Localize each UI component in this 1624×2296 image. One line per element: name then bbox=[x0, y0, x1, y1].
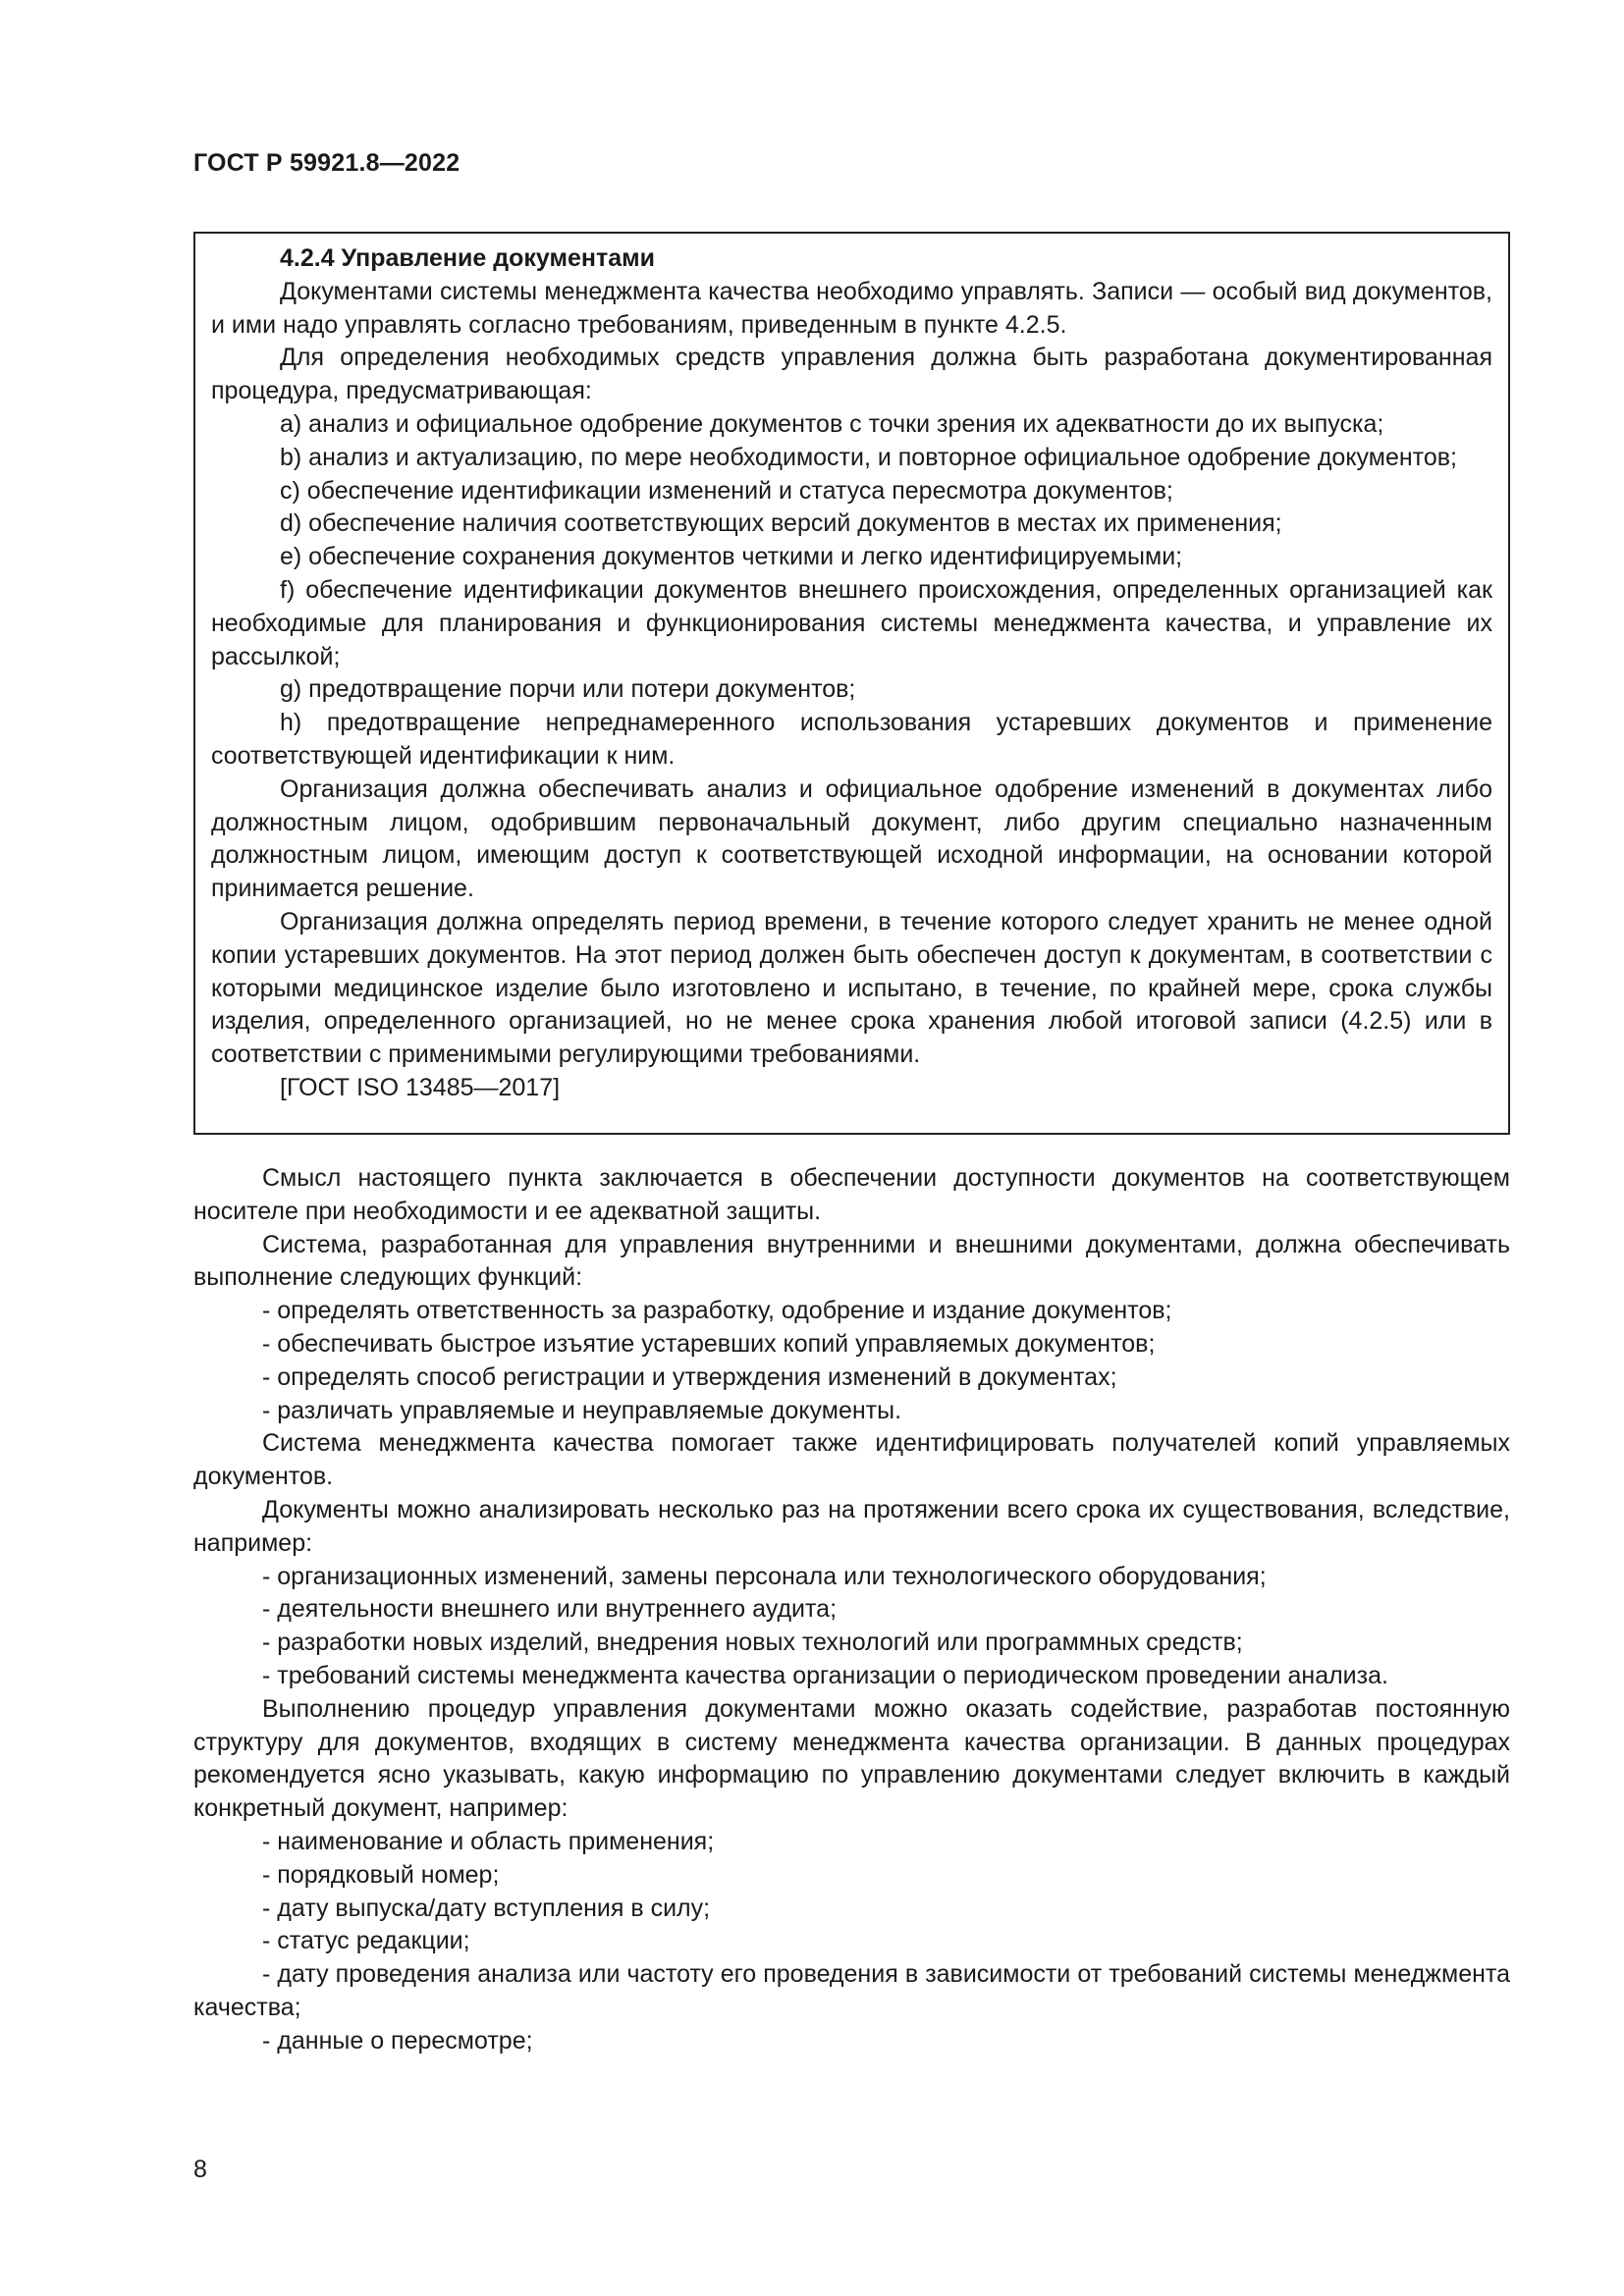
document-code-header: ГОСТ Р 59921.8—2022 bbox=[193, 149, 460, 177]
quote-list-item-d: d) обеспечение наличия соответствующих версий документов в местах их применения; bbox=[280, 509, 1282, 538]
body-paragraph: Смысл настоящего пункта заключается в обеспечении доступности документов на соответствующем носителе при необходимости и ее адекватной защиты. bbox=[193, 1164, 1510, 1225]
quote-list-item-h: h) предотвращение непреднамеренного использования устаревших документов и применение соответствующей идентификации к ним. bbox=[211, 709, 1492, 770]
list-item: - требований системы менеджмента качества организации о периодическом проведении анализа. bbox=[262, 1661, 1388, 1689]
body-paragraph: Документы можно анализировать несколько раз на протяжении всего срока их существования, вследствие, например: bbox=[193, 1495, 1510, 1557]
list-item: - деятельности внешнего или внутреннего аудита; bbox=[262, 1595, 838, 1624]
quote-paragraph: Организация должна определять период времени, в течение которого следует хранить не менее одной копии устаревших документов. На этот период должен быть обеспечен доступ к документам, в соответствии с которыми медицинское изделие было изготовлено и испытано, в течение, по крайней мере, срока службы изделия, определенного организацией, но не менее срока хранения любой итоговой записи (4.2.5) или в соответствии с применимыми регулирующими требованиями. bbox=[211, 907, 1492, 1069]
list-item: - различать управляемые и неуправляемые документы. bbox=[262, 1396, 902, 1424]
list-item: - статус редакции; bbox=[262, 1927, 470, 1955]
list-item: - организационных изменений, замены персонала или технологического оборудования; bbox=[262, 1562, 1267, 1590]
list-item: - дату выпуска/дату вступления в силу; bbox=[262, 1894, 711, 1922]
body-paragraph: Система, разработанная для управления внутренними и внешними документами, должна обеспечивать выполнение следующих функций: bbox=[193, 1230, 1510, 1292]
list-item: - разработки новых изделий, внедрения новых технологий или программных средств; bbox=[262, 1629, 1243, 1657]
main-text bbox=[193, 1162, 1510, 2058]
quote-list-item-b: b) анализ и актуализацию, по мере необходимости, и повторное официальное одобрение документов; bbox=[280, 443, 1457, 471]
quote-list-item-a: a) анализ и официальное одобрение документов с точки зрения их адекватности до их выпуска; bbox=[280, 409, 1384, 438]
section-heading: 4.2.4 Управление документами bbox=[280, 244, 655, 272]
quote-list-item-f: f) обеспечение идентификации документов внешнего происхождения, определенных организацией как необходимые для планирования и функционирования системы менеджмента качества, и управление их рассылкой; bbox=[211, 575, 1492, 670]
list-item: - порядковый номер; bbox=[262, 1860, 500, 1889]
source-reference: [ГОСТ ISO 13485—2017] bbox=[280, 1073, 561, 1101]
quote-paragraph: Организация должна обеспечивать анализ и официальное одобрение изменений в документах либо должностным лицом, одобрившим первоначальный документ, либо другим специально назначенным должностным лицом, имеющим доступ к соответствующей исходной информации, на основании которой принимается решение. bbox=[211, 774, 1492, 903]
list-item: - наименование и область применения; bbox=[262, 1827, 715, 1855]
page-number: 8 bbox=[193, 2156, 207, 2183]
body-paragraph: Выполнению процедур управления документами можно оказать содействие, разработав постоянную структуру для документов, входящих в систему менеджмента качества организации. В данных процедурах рекомендуется ясно указывать, какую информацию по управлению документами следует включить в каждый конкретный документ, например: bbox=[193, 1694, 1510, 1823]
list-item: - обеспечивать быстрое изъятие устаревших копий управляемых документов; bbox=[262, 1329, 1156, 1358]
quote-paragraph: Для определения необходимых средств управления должна быть разработана документированная процедура, предусматривающая: bbox=[211, 344, 1492, 405]
list-item: - определять способ регистрации и утверждения изменений в документах; bbox=[262, 1362, 1117, 1391]
body-paragraph: Система менеджмента качества помогает также идентифицировать получателей копий управляемых документов. bbox=[193, 1429, 1510, 1491]
quoted-standard-box bbox=[193, 232, 1510, 1135]
list-item: - данные о пересмотре; bbox=[262, 2026, 533, 2055]
quote-list-item-c: c) обеспечение идентификации изменений и статуса пересмотра документов; bbox=[280, 476, 1173, 505]
quote-list-item-e: e) обеспечение сохранения документов четкими и легко идентифицируемыми; bbox=[280, 543, 1183, 571]
quote-paragraph: Документами системы менеджмента качества необходимо управлять. Записи — особый вид документов, и ими надо управлять согласно требованиям, приведенным в пункте 4.2.5. bbox=[211, 277, 1492, 339]
list-item: - дату проведения анализа или частоту его проведения в зависимости от требований системы менеджмента качества; bbox=[193, 1960, 1510, 2021]
list-item: - определять ответственность за разработку, одобрение и издание документов; bbox=[262, 1297, 1172, 1325]
quote-list-item-g: g) предотвращение порчи или потери документов; bbox=[280, 675, 856, 704]
